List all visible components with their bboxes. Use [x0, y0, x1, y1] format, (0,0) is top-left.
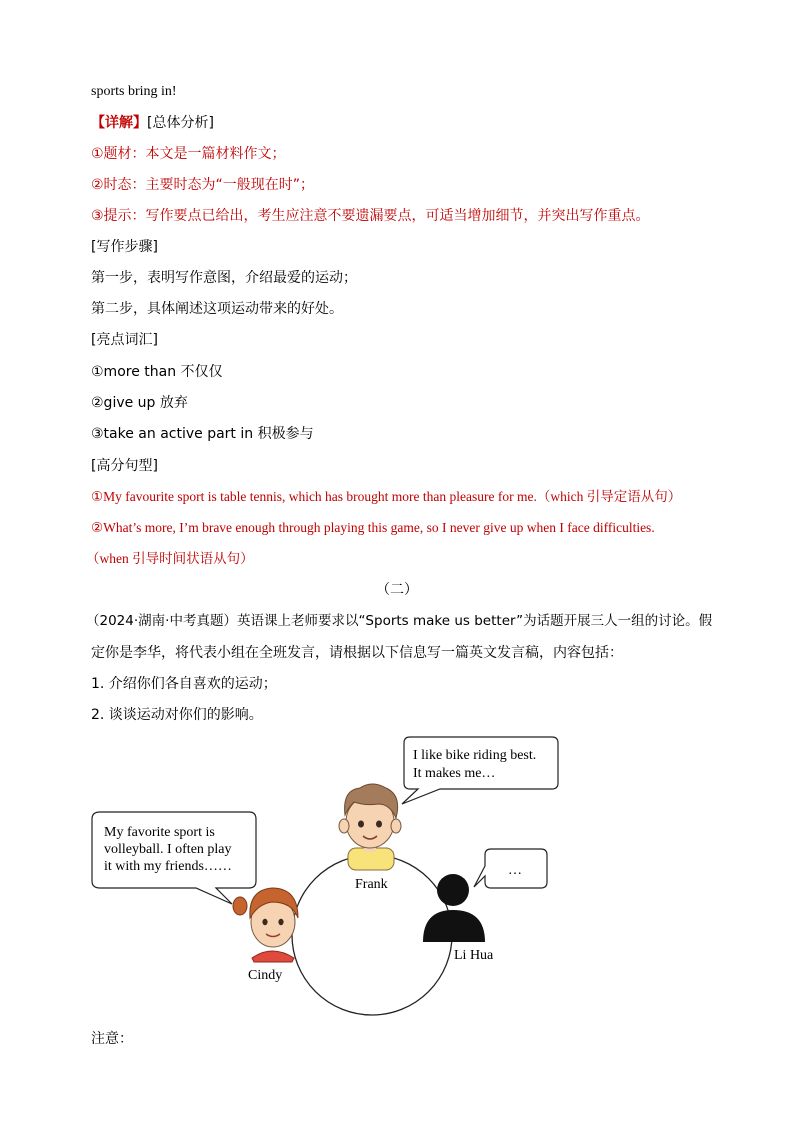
- note-heading: 注意：: [91, 1031, 133, 1047]
- lihua-speech-bubble: [474, 849, 547, 888]
- step-two: 第二步，具体阐述这项运动带来的好处。: [91, 301, 343, 317]
- prompt-item: 2. 谈谈运动对你们的影响。: [91, 707, 263, 723]
- analysis-topic: ①题材：本文是一篇材料作文；: [91, 146, 286, 162]
- prompt-line: （2024·湖南·中考真题）英语课上老师要求以“Sports make us better”为话题开展三人一组的讨论。假: [86, 613, 713, 629]
- analysis-tense: ②时态：主要时态为“一般现在时”；: [91, 177, 315, 193]
- sentence-heading: [高分句型]: [91, 458, 158, 474]
- name-cindy: Cindy: [248, 968, 283, 983]
- writing-steps-heading: [写作步骤]: [91, 239, 158, 255]
- frank-speech-bubble: [402, 737, 558, 804]
- name-frank: Frank: [355, 877, 388, 892]
- sentence-item: ①My favourite sport is table tennis, which has brought more than pleasure for me.（which 引导定语从句）: [91, 489, 682, 504]
- text-line: sports bring in!: [91, 84, 177, 99]
- name-lihua: Li Hua: [454, 948, 494, 963]
- cindy-speech-bubble: [92, 812, 256, 904]
- prompt-line: 定你是李华，将代表小组在全班发言，请根据以下信息写一篇英文发言稿，内容包括：: [91, 645, 623, 661]
- section-number: （二）: [376, 582, 418, 598]
- cindy-bubble-line-2: volleyball. I often play: [104, 842, 232, 857]
- step-one: 第一步，表明写作意图，介绍最爱的运动；: [91, 270, 357, 286]
- analysis-tip: ③提示：写作要点已给出，考生应注意不要遗漏要点，可适当增加细节，并突出写作重点。: [91, 208, 650, 224]
- sentence-item: ②What’s more, I’m brave enough through playing this game, so I never give up when I face difficulties.: [91, 520, 655, 535]
- vocab-item: ③take an active part in 积极参与: [91, 426, 314, 442]
- section-heading: 【详解】[总体分析]: [91, 115, 214, 131]
- frank-bubble-line-2: It makes me…: [413, 766, 496, 781]
- cindy-avatar: [233, 888, 298, 962]
- frank-avatar: [339, 784, 401, 870]
- frank-bubble-line-1: I like bike riding best.: [413, 748, 537, 763]
- lihua-bubble-text: …: [508, 863, 522, 878]
- vocab-item: ①more than 不仅仅: [91, 364, 223, 380]
- vocab-item: ②give up 放弃: [91, 395, 188, 411]
- sentence-note: （when 引导时间状语从句）: [86, 551, 254, 566]
- prompt-item: 1. 介绍你们各自喜欢的运动；: [91, 676, 277, 692]
- vocab-heading: [亮点词汇]: [91, 332, 158, 348]
- cindy-bubble-line-1: My favorite sport is: [104, 825, 215, 840]
- cindy-bubble-line-3: it with my friends……: [104, 859, 232, 874]
